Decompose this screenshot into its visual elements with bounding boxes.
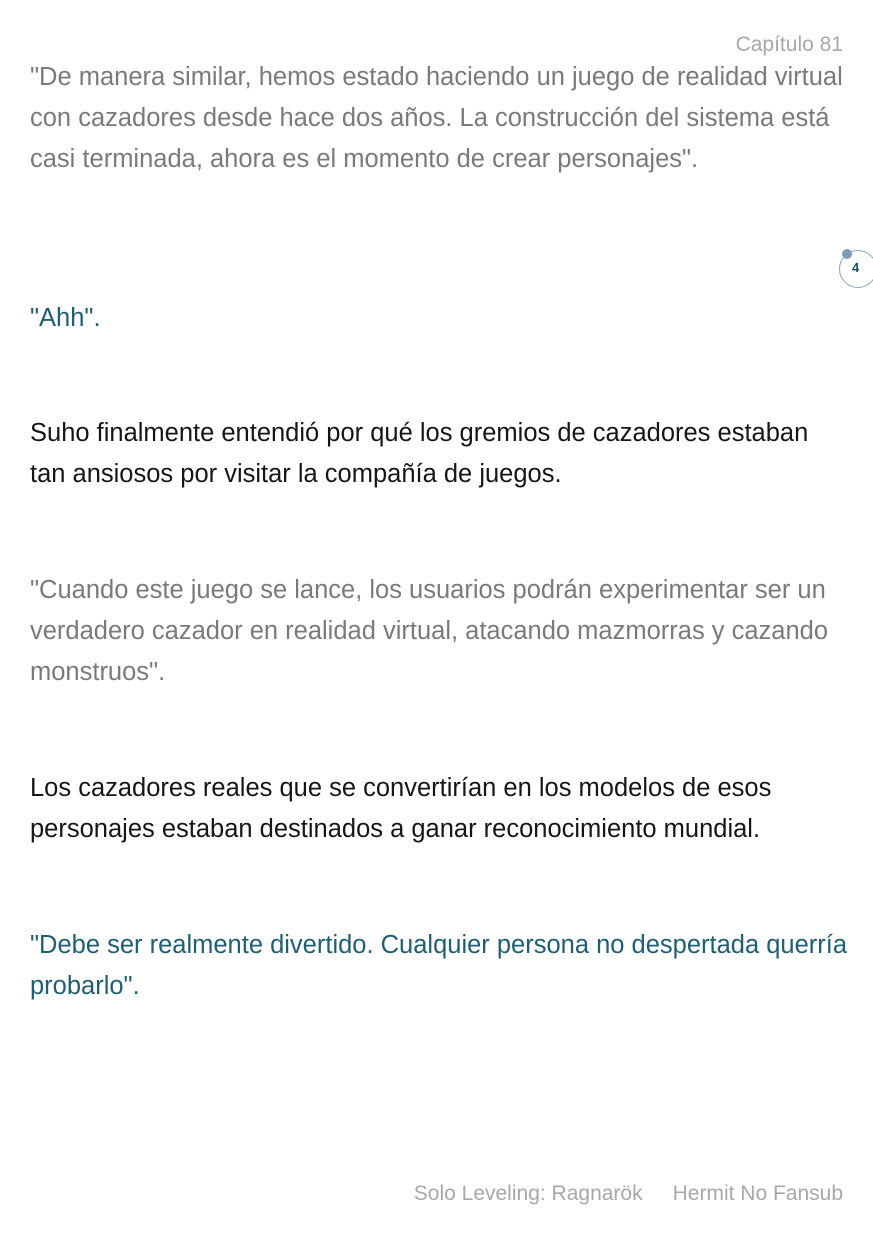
footer bbox=[414, 1182, 843, 1206]
paragraph-3: Suho finalmente entendió por qué los gremios de cazadores estaban tan ansiosos por visitar la compañía de juegos. bbox=[30, 419, 809, 488]
comment-indicator-dot bbox=[842, 249, 852, 259]
paragraph-5: Los cazadores reales que se convertirían en los modelos de esos personajes estaban destinados a ganar reconocimiento mundial. bbox=[30, 774, 772, 843]
footer-group-name: Hermit No Fansub bbox=[672, 1182, 843, 1205]
comment-count: 4 bbox=[852, 260, 860, 275]
paragraph-6: "Debe ser realmente divertido. Cualquier persona no despertada querría probarlo". bbox=[30, 931, 848, 1000]
paragraph-1: "De manera similar, hemos estado haciendo un juego de realidad virtual con cazadores desde hace dos años. La construcción del sistema está casi terminada, ahora es el momento de crear personajes". bbox=[30, 63, 843, 173]
paragraph-2: "Ahh". bbox=[30, 304, 101, 332]
footer-novel-title: Solo Leveling: Ragnarök bbox=[413, 1182, 643, 1205]
paragraph-4: "Cuando este juego se lance, los usuarios podrán experimentar ser un verdadero cazador en realidad virtual, atacando mazmorras y cazando monstruos". bbox=[30, 576, 829, 686]
chapter-header: Capítulo 81 bbox=[735, 33, 843, 56]
